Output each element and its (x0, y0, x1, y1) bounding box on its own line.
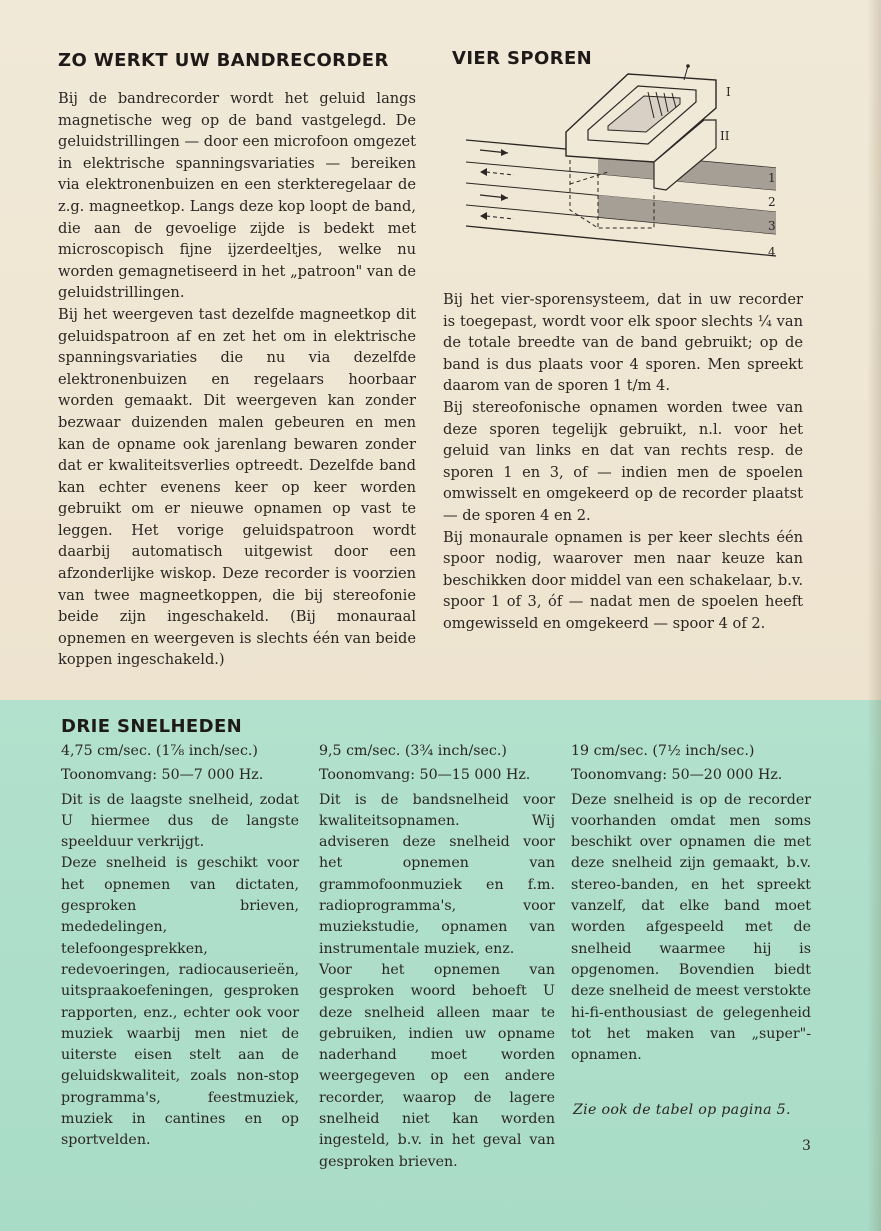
four-track-head-diagram (458, 60, 788, 275)
speeds-section-title: DRIE SNELHEDEN (61, 716, 243, 737)
frequency-range: Toonomvang: 50—15 000 Hz. (319, 767, 531, 784)
recorder-section-body (58, 88, 416, 671)
head-label-1: I (726, 85, 731, 99)
tracks-section-title: VIER SPOREN (452, 48, 593, 69)
tracks-section-body (443, 289, 803, 635)
see-also-note: Zie ook de tabel op pagina 5. (573, 1102, 791, 1118)
frequency-range: Toonomvang: 50—7 000 Hz. (61, 767, 264, 784)
speed-value: 9,5 cm/sec. (3¾ inch/sec.) (319, 743, 507, 759)
recorder-paragraph-1: Bij de bandrecorder wordt het geluid langs magnetische weg op de band vastgelegd. De geluidstrillingen — door een microfoon omgezet in elektrische spanningsvariaties — bereiken via elektronenbuizen en een sterkteregelaar de z.g. magneetkop. Langs deze kop loopt de band, die aan de gevoelige zijde is bedekt met microscopisch fijne ijzerdeeltjes, welke nu worden gemagnetiseerd in het „patroon" van de geluidstrillingen. (58, 90, 416, 302)
head-label-2: II (720, 129, 730, 143)
recorder-section-title: ZO WERKT UW BANDRECORDER (58, 50, 389, 71)
track-label-3: 3 (768, 219, 776, 233)
track-label-2: 2 (768, 195, 776, 209)
speed-value: 4,75 cm/sec. (1⅞ inch/sec.) (61, 743, 258, 759)
speed-column-medium (319, 741, 555, 1173)
tracks-paragraph-2: Bij stereofonische opnamen worden twee van deze sporen tegelijk gebruikt, n.l. voor het geluid van links en dat van rechts resp. de sporen 1 en 3, of — indien men de spoelen omwisselt en omgekeerd op de recorder plaatst — de sporen 4 en 2. (443, 398, 803, 524)
speed-column-fast (571, 741, 811, 1066)
page-edge-shadow (867, 0, 881, 1231)
speed-value: 19 cm/sec. (7½ inch/sec.) (571, 743, 755, 759)
speed-paragraph: Deze snelheid is geschikt voor het opnemen van dictaten, gesproken brieven, mededelingen, telefoongesprekken, redevoeringen, radiocauserieën, uitspraakoefeningen, gesproken rapporten, enz., echter ook voor muziek waarbij men niet de uiterste eisen stelt aan de geluidskwaliteit, zoals non-stop programma's, feestmuziek, muziek in cantines en op sportvelden. (61, 855, 299, 1149)
speed-paragraph: Voor het opnemen van gesproken woord behoeft U deze snelheid alleen maar te gebruiken, indien uw opname naderhand moet worden weergegeven op een andere recorder, waarop de lagere snelheid niet kan worden ingesteld, b.v. in het geval van gesproken brieven. (319, 961, 555, 1170)
frequency-range: Toonomvang: 50—20 000 Hz. (571, 767, 783, 784)
track-label-4: 4 (768, 245, 776, 259)
track-label-1: 1 (768, 171, 776, 185)
tracks-paragraph-1: Bij het vier-sporensysteem, dat in uw recorder is toegepast, wordt voor elk spoor slechts ¼ van de totale breedte van de band gebruikt; op de band is dus plaats voor 4 sporen. Men spreekt daarom van de sporen 1 t/m 4. (443, 291, 803, 395)
page-number: 3 (802, 1138, 811, 1154)
recorder-paragraph-2: Bij het weergeven tast dezelfde magneetkop dit geluidspatroon af en zet het om in elektrische spanningsvariaties die nu via dezelfde elektronenbuizen en regelaars hoorbaar worden gemaakt. Dit weergeven kan zonder bezwaar duizenden malen gebeuren en men kan de opname ook jarenlang bewaren zonder dat er kwaliteitsverlies optreedt. Dezelfde band kan echter evenens keer op keer worden gebruikt om er nieuwe opnamen op vast te leggen. Het vorige geluidspatroon wordt daarbij automatisch uitgewist door een afzonderlijke wiskop. Deze recorder is voorzien van twee magneetkoppen, die bij stereofonie beide zijn ingeschakeld. (Bij monauraal opnemen en weergeven is slechts één van beide koppen ingeschakeld.) (58, 305, 416, 669)
speed-paragraph: Deze snelheid is op de recorder voorhanden omdat men soms beschikt over opnamen die met deze snelheid zijn gemaakt, b.v. stereo-banden, en het spreekt vanzelf, dat elke band moet worden afgespeeld met de snelheid waarmee hij is opgenomen. Bovendien biedt deze snelheid de meest verstokte hi-fi-enthousiast de gelegenheid tot het maken van „super"-opnamen. (571, 791, 812, 1064)
speed-paragraph: Dit is de bandsnelheid voor kwaliteitsopnamen. Wij adviseren deze snelheid voor het opnemen van grammofoonmuziek en f.m. radioprogramma's, voor muziekstudie, opnamen van instrumentale muziek, enz. (319, 791, 555, 957)
tracks-paragraph-3: Bij monaurale opnamen is per keer slechts één spoor nodig, waarover men naar keuze kan beschikken door middel van een schakelaar, b.v. spoor 1 of 3, óf — nadat men de spoelen heeft omgewisseld en omgekeerd — spoor 4 of 2. (443, 528, 803, 632)
speed-column-slow (61, 741, 299, 1152)
speed-paragraph: Dit is de laagste snelheid, zodat U hiermee dus de langste speelduur verkrijgt. (61, 791, 299, 851)
